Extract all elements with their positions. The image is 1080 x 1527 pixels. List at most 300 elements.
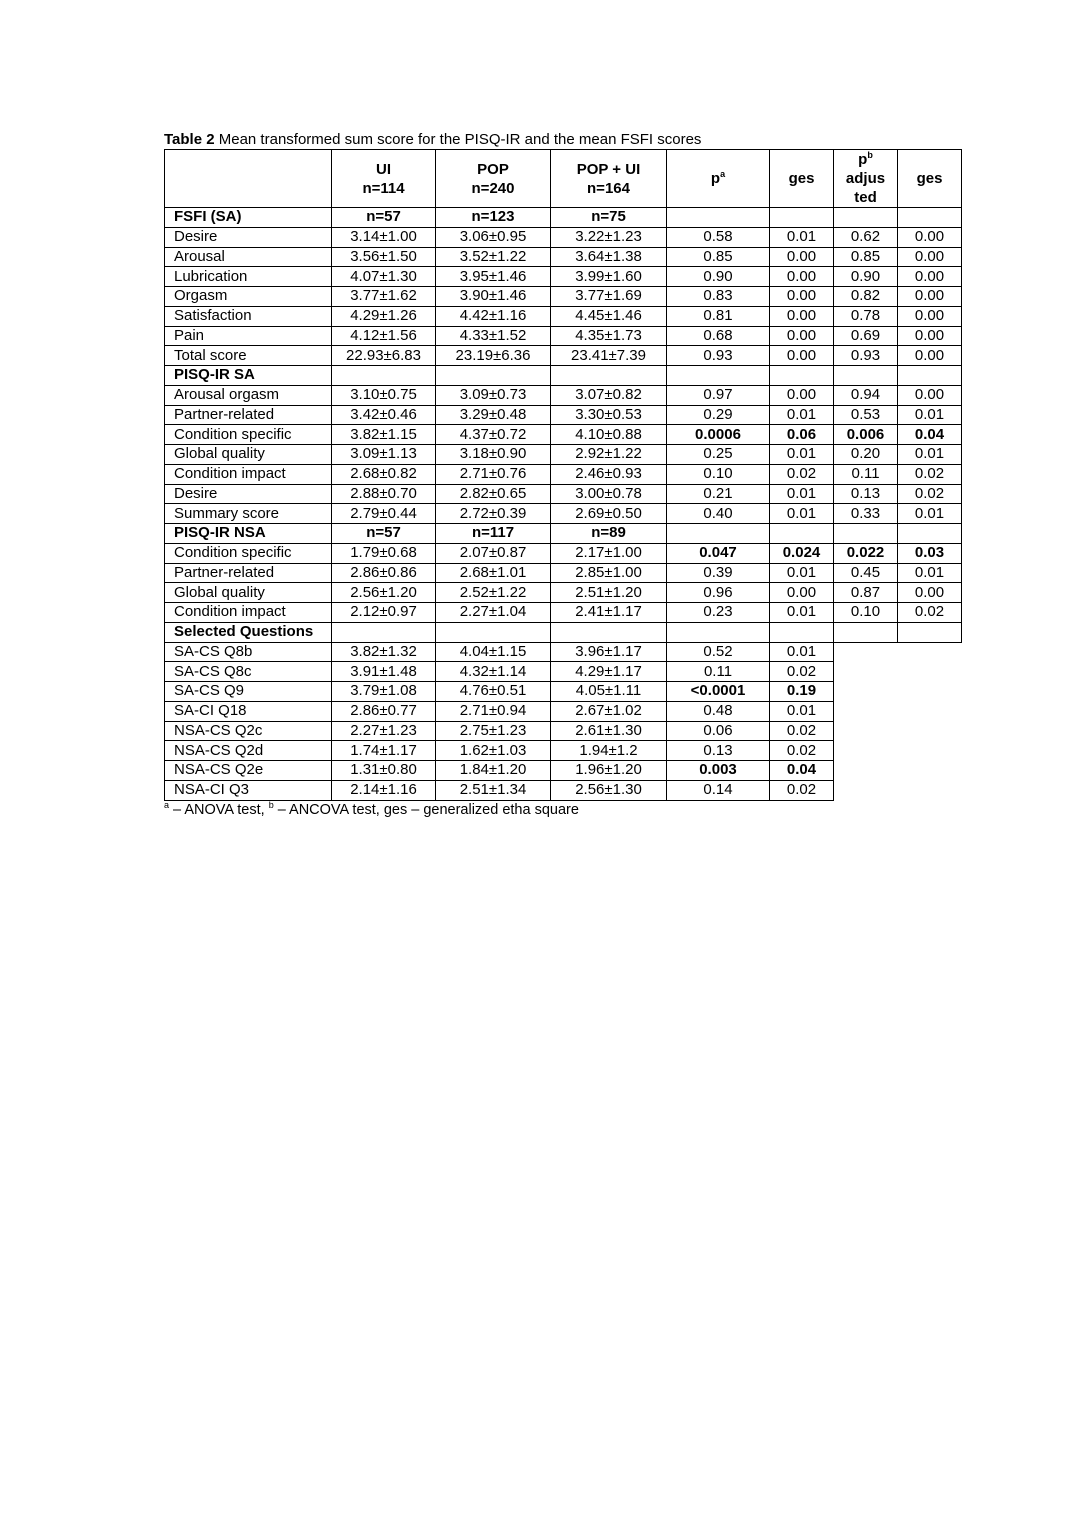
cell-pop: 4.33±1.52 <box>436 326 551 346</box>
cell-p-anova: 0.10 <box>667 464 770 484</box>
cell-ges-2: 0.00 <box>898 267 962 287</box>
table-row <box>165 504 962 524</box>
cell-pop: n=117 <box>436 524 551 544</box>
table-row <box>165 227 962 247</box>
cell-p-anova: 0.047 <box>667 543 770 563</box>
cell-ges-1: 0.00 <box>770 267 834 287</box>
cell-pop: 2.75±1.23 <box>436 721 551 741</box>
table-row <box>165 721 962 741</box>
cell-p-adjusted: 0.62 <box>834 227 898 247</box>
cell-pop: 4.32±1.14 <box>436 662 551 682</box>
cell-p-anova: 0.52 <box>667 642 770 662</box>
cell-p-adjusted <box>834 622 898 642</box>
cell-label: SA-CS Q9 <box>165 682 332 702</box>
footnote-sup-a: a <box>164 799 170 810</box>
table-row <box>165 484 962 504</box>
cell-p-anova: 0.25 <box>667 445 770 465</box>
cell-ui: 4.29±1.26 <box>332 306 436 326</box>
cell-ges-1 <box>770 208 834 228</box>
cell-ges-1: 0.01 <box>770 642 834 662</box>
cell-ui: 2.79±0.44 <box>332 504 436 524</box>
cell-pop-ui: 4.10±0.88 <box>551 425 667 445</box>
cell-p-anova: 0.003 <box>667 761 770 781</box>
cell-label: Summary score <box>165 504 332 524</box>
table-row <box>165 445 962 465</box>
cell-ui: 3.82±1.32 <box>332 642 436 662</box>
blank-cell <box>834 662 898 682</box>
cell-p-adjusted: 0.82 <box>834 287 898 307</box>
cell-label: Total score <box>165 346 332 366</box>
cell-label: SA-CS Q8c <box>165 662 332 682</box>
table-row <box>165 247 962 267</box>
cell-p-anova: 0.83 <box>667 287 770 307</box>
cell-pop: 2.51±1.34 <box>436 780 551 800</box>
footnote-sup-b: b <box>268 799 274 810</box>
cell-ges-2: 0.04 <box>898 425 962 445</box>
blank-cell <box>898 662 962 682</box>
cell-pop-ui: 1.94±1.2 <box>551 741 667 761</box>
cell-label: Desire <box>165 227 332 247</box>
blank-cell <box>834 701 898 721</box>
cell-p-adjusted: 0.53 <box>834 405 898 425</box>
cell-label: Global quality <box>165 445 332 465</box>
cell-pop: 1.84±1.20 <box>436 761 551 781</box>
cell-ges-2 <box>898 208 962 228</box>
cell-p-anova: 0.40 <box>667 504 770 524</box>
cell-ui: 22.93±6.83 <box>332 346 436 366</box>
table-row <box>165 662 962 682</box>
cell-pop-ui: 2.41±1.17 <box>551 603 667 623</box>
cell-pop-ui: 3.77±1.69 <box>551 287 667 307</box>
table-row <box>165 306 962 326</box>
cell-p-anova: 0.68 <box>667 326 770 346</box>
cell-p-adjusted: 0.022 <box>834 543 898 563</box>
cell-label: Desire <box>165 484 332 504</box>
cell-pop: 3.18±0.90 <box>436 445 551 465</box>
cell-p-adjusted: 0.90 <box>834 267 898 287</box>
blank-cell <box>898 642 962 662</box>
header-pop-ui-label: POP + UI <box>576 160 641 178</box>
blank-cell <box>898 761 962 781</box>
cell-p-adjusted: 0.006 <box>834 425 898 445</box>
cell-label: NSA-CS Q2d <box>165 741 332 761</box>
cell-p-adjusted: 0.85 <box>834 247 898 267</box>
cell-ges-1: 0.02 <box>770 662 834 682</box>
cell-p-anova: 0.13 <box>667 741 770 761</box>
cell-ges-2 <box>898 622 962 642</box>
cell-pop <box>436 622 551 642</box>
cell-ges-1: 0.02 <box>770 741 834 761</box>
cell-label: Satisfaction <box>165 306 332 326</box>
cell-ui: 2.68±0.82 <box>332 464 436 484</box>
cell-pop-ui: 3.99±1.60 <box>551 267 667 287</box>
cell-label: Partner-related <box>165 563 332 583</box>
cell-p-anova: 0.14 <box>667 780 770 800</box>
cell-ui: 2.27±1.23 <box>332 721 436 741</box>
cell-ui: n=57 <box>332 208 436 228</box>
table-row <box>165 346 962 366</box>
table-row <box>165 761 962 781</box>
cell-ges-1: 0.01 <box>770 227 834 247</box>
cell-pop: 2.52±1.22 <box>436 583 551 603</box>
cell-ges-2: 0.00 <box>898 227 962 247</box>
cell-ui: 4.12±1.56 <box>332 326 436 346</box>
cell-pop-ui: 2.46±0.93 <box>551 464 667 484</box>
cell-pop: 2.27±1.04 <box>436 603 551 623</box>
cell-pop-ui: 2.92±1.22 <box>551 445 667 465</box>
cell-label: Arousal <box>165 247 332 267</box>
cell-pop-ui: 4.45±1.46 <box>551 306 667 326</box>
cell-pop-ui: n=75 <box>551 208 667 228</box>
cell-pop-ui: 3.30±0.53 <box>551 405 667 425</box>
cell-label: Pain <box>165 326 332 346</box>
cell-p-anova: 0.06 <box>667 721 770 741</box>
cell-label: PISQ-IR NSA <box>165 524 332 544</box>
header-ges-1: ges <box>770 150 834 208</box>
cell-ges-1: 0.04 <box>770 761 834 781</box>
cell-pop: 3.09±0.73 <box>436 385 551 405</box>
cell-p-adjusted: 0.33 <box>834 504 898 524</box>
cell-pop: 2.71±0.76 <box>436 464 551 484</box>
table-row <box>165 563 962 583</box>
cell-label: Condition specific <box>165 425 332 445</box>
header-ges-2: ges <box>898 150 962 208</box>
cell-ges-2: 0.01 <box>898 563 962 583</box>
cell-p-anova: 0.21 <box>667 484 770 504</box>
footnote-text-a: – ANOVA test, <box>169 801 269 818</box>
cell-label: Global quality <box>165 583 332 603</box>
section-row <box>165 366 962 386</box>
cell-ges-1: 0.19 <box>770 682 834 702</box>
cell-ges-2: 0.02 <box>898 603 962 623</box>
cell-pop-ui: 2.56±1.30 <box>551 780 667 800</box>
cell-ges-1 <box>770 366 834 386</box>
cell-pop: 2.72±0.39 <box>436 504 551 524</box>
table-row <box>165 267 962 287</box>
cell-p-anova: 0.29 <box>667 405 770 425</box>
blank-cell <box>898 741 962 761</box>
cell-label: Arousal orgasm <box>165 385 332 405</box>
cell-label: NSA-CS Q2c <box>165 721 332 741</box>
cell-ges-1 <box>770 622 834 642</box>
table-row <box>165 464 962 484</box>
cell-ui: 3.10±0.75 <box>332 385 436 405</box>
document-page <box>164 131 964 819</box>
cell-ui: 2.56±1.20 <box>332 583 436 603</box>
cell-ui: 3.79±1.08 <box>332 682 436 702</box>
cell-pop-ui: 4.29±1.17 <box>551 662 667 682</box>
cell-ui: 4.07±1.30 <box>332 267 436 287</box>
cell-ui: 1.79±0.68 <box>332 543 436 563</box>
cell-pop-ui: 4.05±1.11 <box>551 682 667 702</box>
cell-p-adjusted: 0.10 <box>834 603 898 623</box>
header-p-anova-base: p <box>710 170 721 187</box>
cell-ui: 3.91±1.48 <box>332 662 436 682</box>
cell-p-anova: 0.11 <box>667 662 770 682</box>
cell-ges-1: 0.01 <box>770 484 834 504</box>
cell-pop-ui: 3.64±1.38 <box>551 247 667 267</box>
cell-p-adjusted: 0.93 <box>834 346 898 366</box>
cell-ges-1: 0.00 <box>770 385 834 405</box>
cell-ui: 1.31±0.80 <box>332 761 436 781</box>
cell-pop: 2.07±0.87 <box>436 543 551 563</box>
cell-pop: 2.82±0.65 <box>436 484 551 504</box>
cell-pop: 2.68±1.01 <box>436 563 551 583</box>
cell-pop: 3.06±0.95 <box>436 227 551 247</box>
cell-pop: n=123 <box>436 208 551 228</box>
blank-cell <box>834 761 898 781</box>
cell-pop-ui: 2.85±1.00 <box>551 563 667 583</box>
cell-pop-ui: 2.61±1.30 <box>551 721 667 741</box>
cell-pop-ui: 2.69±0.50 <box>551 504 667 524</box>
cell-ui: 1.74±1.17 <box>332 741 436 761</box>
header-p-anova <box>667 150 770 208</box>
cell-label: Partner-related <box>165 405 332 425</box>
cell-ges-2: 0.00 <box>898 326 962 346</box>
cell-p-adjusted: 0.45 <box>834 563 898 583</box>
cell-pop: 4.76±0.51 <box>436 682 551 702</box>
cell-ges-1: 0.02 <box>770 464 834 484</box>
cell-p-anova: 0.85 <box>667 247 770 267</box>
cell-ui <box>332 366 436 386</box>
cell-p-adjusted: 0.11 <box>834 464 898 484</box>
cell-label: Condition impact <box>165 603 332 623</box>
blank-cell <box>834 780 898 800</box>
cell-ges-1: 0.01 <box>770 405 834 425</box>
cell-pop-ui: 1.96±1.20 <box>551 761 667 781</box>
cell-pop-ui: n=89 <box>551 524 667 544</box>
cell-ges-1: 0.01 <box>770 504 834 524</box>
cell-pop: 3.52±1.22 <box>436 247 551 267</box>
cell-ges-1: 0.01 <box>770 701 834 721</box>
cell-label: PISQ-IR SA <box>165 366 332 386</box>
cell-label: Condition specific <box>165 543 332 563</box>
cell-p-adjusted <box>834 524 898 544</box>
cell-pop: 23.19±6.36 <box>436 346 551 366</box>
cell-ges-1: 0.024 <box>770 543 834 563</box>
cell-label: NSA-CS Q2e <box>165 761 332 781</box>
table-row <box>165 287 962 307</box>
cell-ges-1: 0.00 <box>770 247 834 267</box>
header-ui <box>332 150 436 208</box>
cell-p-anova: 0.0006 <box>667 425 770 445</box>
cell-p-anova: <0.0001 <box>667 682 770 702</box>
cell-p-anova: 0.58 <box>667 227 770 247</box>
cell-p-anova <box>667 622 770 642</box>
cell-p-anova: 0.48 <box>667 701 770 721</box>
section-row <box>165 208 962 228</box>
cell-ges-2: 0.00 <box>898 287 962 307</box>
cell-ges-1: 0.01 <box>770 603 834 623</box>
table-row <box>165 583 962 603</box>
table-row <box>165 642 962 662</box>
cell-p-anova <box>667 524 770 544</box>
cell-label: Lubrication <box>165 267 332 287</box>
cell-ges-1: 0.00 <box>770 326 834 346</box>
table-row <box>165 543 962 563</box>
table-row <box>165 405 962 425</box>
cell-ges-2: 0.00 <box>898 247 962 267</box>
cell-ges-2: 0.02 <box>898 484 962 504</box>
cell-p-adjusted <box>834 366 898 386</box>
cell-label: SA-CI Q18 <box>165 701 332 721</box>
cell-pop: 4.37±0.72 <box>436 425 551 445</box>
cell-pop: 3.29±0.48 <box>436 405 551 425</box>
cell-pop-ui <box>551 366 667 386</box>
cell-ui: 3.14±1.00 <box>332 227 436 247</box>
cell-p-anova: 0.93 <box>667 346 770 366</box>
header-p-adjusted-line2: adjus <box>845 170 886 187</box>
cell-pop: 1.62±1.03 <box>436 741 551 761</box>
cell-ui: 3.82±1.15 <box>332 425 436 445</box>
cell-pop-ui: 3.07±0.82 <box>551 385 667 405</box>
cell-p-adjusted: 0.13 <box>834 484 898 504</box>
cell-ui: 2.14±1.16 <box>332 780 436 800</box>
cell-ges-2: 0.00 <box>898 583 962 603</box>
cell-pop-ui: 2.67±1.02 <box>551 701 667 721</box>
cell-ui: 2.86±0.86 <box>332 563 436 583</box>
header-empty-cell <box>165 150 332 208</box>
cell-label: FSFI (SA) <box>165 208 332 228</box>
cell-pop-ui: 2.51±1.20 <box>551 583 667 603</box>
cell-ges-1: 0.00 <box>770 346 834 366</box>
blank-cell <box>834 682 898 702</box>
cell-ges-2: 0.00 <box>898 385 962 405</box>
footnote-text-b: – ANCOVA test, ges – generalized etha square <box>273 801 579 818</box>
results-table <box>164 149 962 801</box>
cell-p-anova: 0.81 <box>667 306 770 326</box>
cell-ui: 2.88±0.70 <box>332 484 436 504</box>
table-row <box>165 701 962 721</box>
cell-ges-1: 0.01 <box>770 445 834 465</box>
cell-ges-2: 0.03 <box>898 543 962 563</box>
cell-p-anova: 0.96 <box>667 583 770 603</box>
table-caption-label: Table 2 <box>164 131 215 148</box>
blank-cell <box>834 721 898 741</box>
cell-pop-ui: 3.22±1.23 <box>551 227 667 247</box>
cell-pop-ui: 23.41±7.39 <box>551 346 667 366</box>
cell-label: Orgasm <box>165 287 332 307</box>
cell-pop-ui <box>551 622 667 642</box>
cell-ui: 2.12±0.97 <box>332 603 436 623</box>
cell-p-adjusted: 0.78 <box>834 306 898 326</box>
section-row <box>165 622 962 642</box>
cell-pop-ui: 3.00±0.78 <box>551 484 667 504</box>
cell-ges-1 <box>770 524 834 544</box>
cell-p-anova: 0.97 <box>667 385 770 405</box>
cell-ges-2: 0.01 <box>898 504 962 524</box>
cell-p-anova: 0.23 <box>667 603 770 623</box>
cell-ges-2: 0.02 <box>898 464 962 484</box>
blank-cell <box>898 701 962 721</box>
header-p-adjusted-base: p <box>858 151 868 168</box>
table-header-row <box>165 150 962 208</box>
cell-label: NSA-CI Q3 <box>165 780 332 800</box>
cell-pop: 3.90±1.46 <box>436 287 551 307</box>
cell-label: Condition impact <box>165 464 332 484</box>
header-pop <box>436 150 551 208</box>
cell-ui: 3.77±1.62 <box>332 287 436 307</box>
cell-ui: 3.56±1.50 <box>332 247 436 267</box>
cell-p-adjusted: 0.69 <box>834 326 898 346</box>
cell-label: SA-CS Q8b <box>165 642 332 662</box>
table-row <box>165 385 962 405</box>
blank-cell <box>898 780 962 800</box>
cell-p-anova <box>667 208 770 228</box>
cell-ges-1: 0.00 <box>770 287 834 307</box>
cell-ges-1: 0.02 <box>770 721 834 741</box>
header-pop-n: n=240 <box>471 179 515 197</box>
cell-ui: 3.09±1.13 <box>332 445 436 465</box>
cell-ui: 3.42±0.46 <box>332 405 436 425</box>
header-p-adjusted-line3: ted <box>854 189 877 206</box>
cell-ges-2: 0.01 <box>898 445 962 465</box>
cell-pop-ui: 2.17±1.00 <box>551 543 667 563</box>
header-ui-n: n=114 <box>362 179 405 197</box>
cell-ges-2: 0.00 <box>898 306 962 326</box>
cell-pop: 2.71±0.94 <box>436 701 551 721</box>
cell-ges-1: 0.06 <box>770 425 834 445</box>
table-caption <box>164 131 964 149</box>
cell-pop: 4.42±1.16 <box>436 306 551 326</box>
cell-ges-1: 0.00 <box>770 583 834 603</box>
table-row <box>165 603 962 623</box>
cell-ges-1: 0.02 <box>770 780 834 800</box>
cell-ges-1: 0.00 <box>770 306 834 326</box>
section-row <box>165 524 962 544</box>
blank-cell <box>834 642 898 662</box>
cell-pop <box>436 366 551 386</box>
blank-cell <box>898 682 962 702</box>
cell-p-anova <box>667 366 770 386</box>
cell-p-anova: 0.90 <box>667 267 770 287</box>
cell-pop: 3.95±1.46 <box>436 267 551 287</box>
cell-p-adjusted <box>834 208 898 228</box>
cell-p-adjusted: 0.94 <box>834 385 898 405</box>
table-caption-text: Mean transformed sum score for the PISQ-IR and the mean FSFI scores <box>214 131 702 148</box>
header-p-anova-sup: a <box>720 169 726 179</box>
cell-ges-1: 0.01 <box>770 563 834 583</box>
cell-p-adjusted: 0.87 <box>834 583 898 603</box>
cell-ges-2: 0.00 <box>898 346 962 366</box>
cell-ui: n=57 <box>332 524 436 544</box>
table-footnote <box>164 799 964 819</box>
table-row <box>165 326 962 346</box>
cell-ges-2 <box>898 366 962 386</box>
cell-ges-2 <box>898 524 962 544</box>
cell-ui: 2.86±0.77 <box>332 701 436 721</box>
blank-cell <box>834 741 898 761</box>
header-pop-ui <box>551 150 667 208</box>
header-pop-label: POP <box>477 160 509 178</box>
cell-pop-ui: 3.96±1.17 <box>551 642 667 662</box>
table-row <box>165 682 962 702</box>
cell-pop-ui: 4.35±1.73 <box>551 326 667 346</box>
cell-label: Selected Questions <box>165 622 332 642</box>
header-p-adjusted <box>834 150 898 208</box>
cell-ges-2: 0.01 <box>898 405 962 425</box>
blank-cell <box>898 721 962 741</box>
cell-pop: 4.04±1.15 <box>436 642 551 662</box>
header-ui-label: UI <box>376 160 391 178</box>
table-row <box>165 741 962 761</box>
table-row <box>165 780 962 800</box>
header-pop-ui-n: n=164 <box>587 179 630 197</box>
table-row <box>165 425 962 445</box>
cell-p-anova: 0.39 <box>667 563 770 583</box>
header-p-adjusted-sup: b <box>867 150 873 160</box>
cell-p-adjusted: 0.20 <box>834 445 898 465</box>
